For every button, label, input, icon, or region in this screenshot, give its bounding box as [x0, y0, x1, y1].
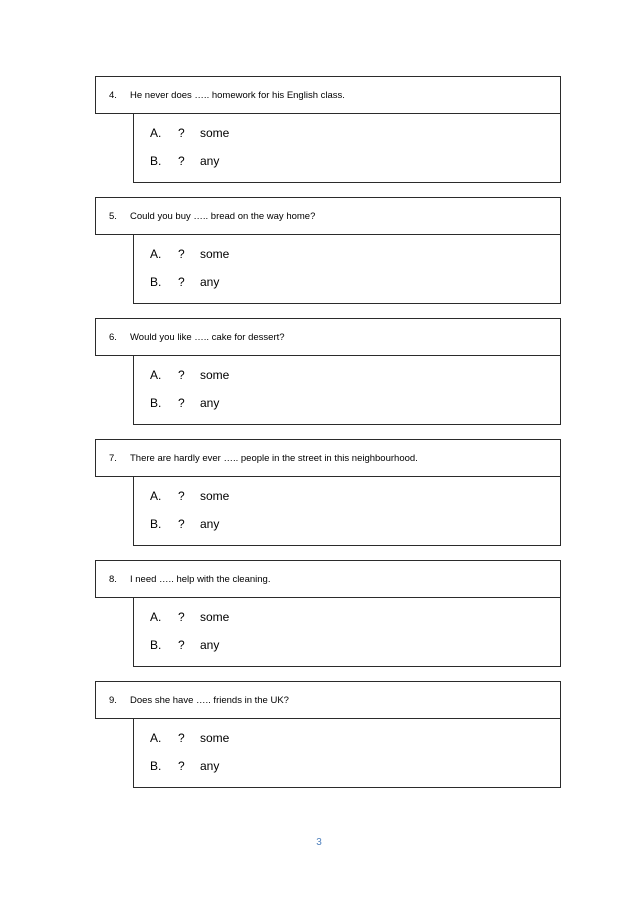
question-8-options: [133, 598, 561, 667]
option-a[interactable]: [150, 367, 229, 383]
question-7-box: [95, 439, 561, 477]
option-b[interactable]: [150, 274, 219, 290]
answer-checkbox[interactable]: ?: [178, 396, 185, 410]
answer-checkbox[interactable]: ?: [178, 517, 185, 531]
option-label: some: [200, 610, 230, 624]
question-9-options: [133, 719, 561, 788]
option-label: some: [200, 368, 230, 382]
answer-checkbox[interactable]: ?: [178, 731, 185, 745]
question-number: 5.: [109, 210, 117, 222]
question-text: Could you buy ….. bread on the way home?: [130, 210, 316, 222]
option-label: some: [200, 731, 230, 745]
option-label: any: [200, 638, 220, 652]
question-6-box: [95, 318, 561, 356]
question-4-options: [133, 114, 561, 183]
question-text: I need ….. help with the cleaning.: [130, 573, 271, 585]
answer-checkbox[interactable]: ?: [178, 126, 185, 140]
question-number: 6.: [109, 331, 117, 343]
option-b[interactable]: [150, 758, 219, 774]
option-b[interactable]: [150, 395, 219, 411]
question-text: There are hardly ever ….. people in the street in this neighbourhood.: [130, 452, 418, 464]
answer-checkbox[interactable]: ?: [178, 759, 185, 773]
option-label: some: [200, 489, 230, 503]
option-letter: A.: [150, 126, 162, 140]
option-b[interactable]: [150, 153, 219, 169]
question-text: Would you like ….. cake for dessert?: [130, 331, 285, 343]
option-a[interactable]: [150, 488, 229, 504]
question-number: 8.: [109, 573, 117, 585]
answer-checkbox[interactable]: ?: [178, 638, 185, 652]
option-letter: A.: [150, 610, 162, 624]
question-text: Does she have ….. friends in the UK?: [130, 694, 289, 706]
option-letter: A.: [150, 731, 162, 745]
option-letter: B.: [150, 396, 162, 410]
option-label: any: [200, 517, 220, 531]
page-number: 3: [316, 837, 322, 848]
question-5-options: [133, 235, 561, 304]
option-b[interactable]: [150, 516, 219, 532]
answer-checkbox[interactable]: ?: [178, 154, 185, 168]
option-a[interactable]: [150, 125, 229, 141]
option-letter: B.: [150, 275, 162, 289]
question-8-box: [95, 560, 561, 598]
option-b[interactable]: [150, 637, 219, 653]
option-label: any: [200, 275, 220, 289]
option-letter: B.: [150, 759, 162, 773]
question-9-box: [95, 681, 561, 719]
question-number: 9.: [109, 694, 117, 706]
option-letter: A.: [150, 247, 162, 261]
option-label: some: [200, 126, 230, 140]
answer-checkbox[interactable]: ?: [178, 247, 185, 261]
option-a[interactable]: [150, 730, 229, 746]
question-6-options: [133, 356, 561, 425]
answer-checkbox[interactable]: ?: [178, 489, 185, 503]
option-label: any: [200, 154, 220, 168]
option-a[interactable]: [150, 609, 229, 625]
question-number: 7.: [109, 452, 117, 464]
question-7-options: [133, 477, 561, 546]
answer-checkbox[interactable]: ?: [178, 275, 185, 289]
question-5-box: [95, 197, 561, 235]
answer-checkbox[interactable]: ?: [178, 610, 185, 624]
option-letter: B.: [150, 638, 162, 652]
option-label: some: [200, 247, 230, 261]
option-letter: A.: [150, 368, 162, 382]
option-letter: B.: [150, 154, 162, 168]
option-label: any: [200, 396, 220, 410]
option-letter: B.: [150, 517, 162, 531]
option-letter: A.: [150, 489, 162, 503]
question-4-box: [95, 76, 561, 114]
answer-checkbox[interactable]: ?: [178, 368, 185, 382]
question-number: 4.: [109, 89, 117, 101]
option-label: any: [200, 759, 220, 773]
option-a[interactable]: [150, 246, 229, 262]
question-text: He never does ….. homework for his English class.: [130, 89, 345, 101]
